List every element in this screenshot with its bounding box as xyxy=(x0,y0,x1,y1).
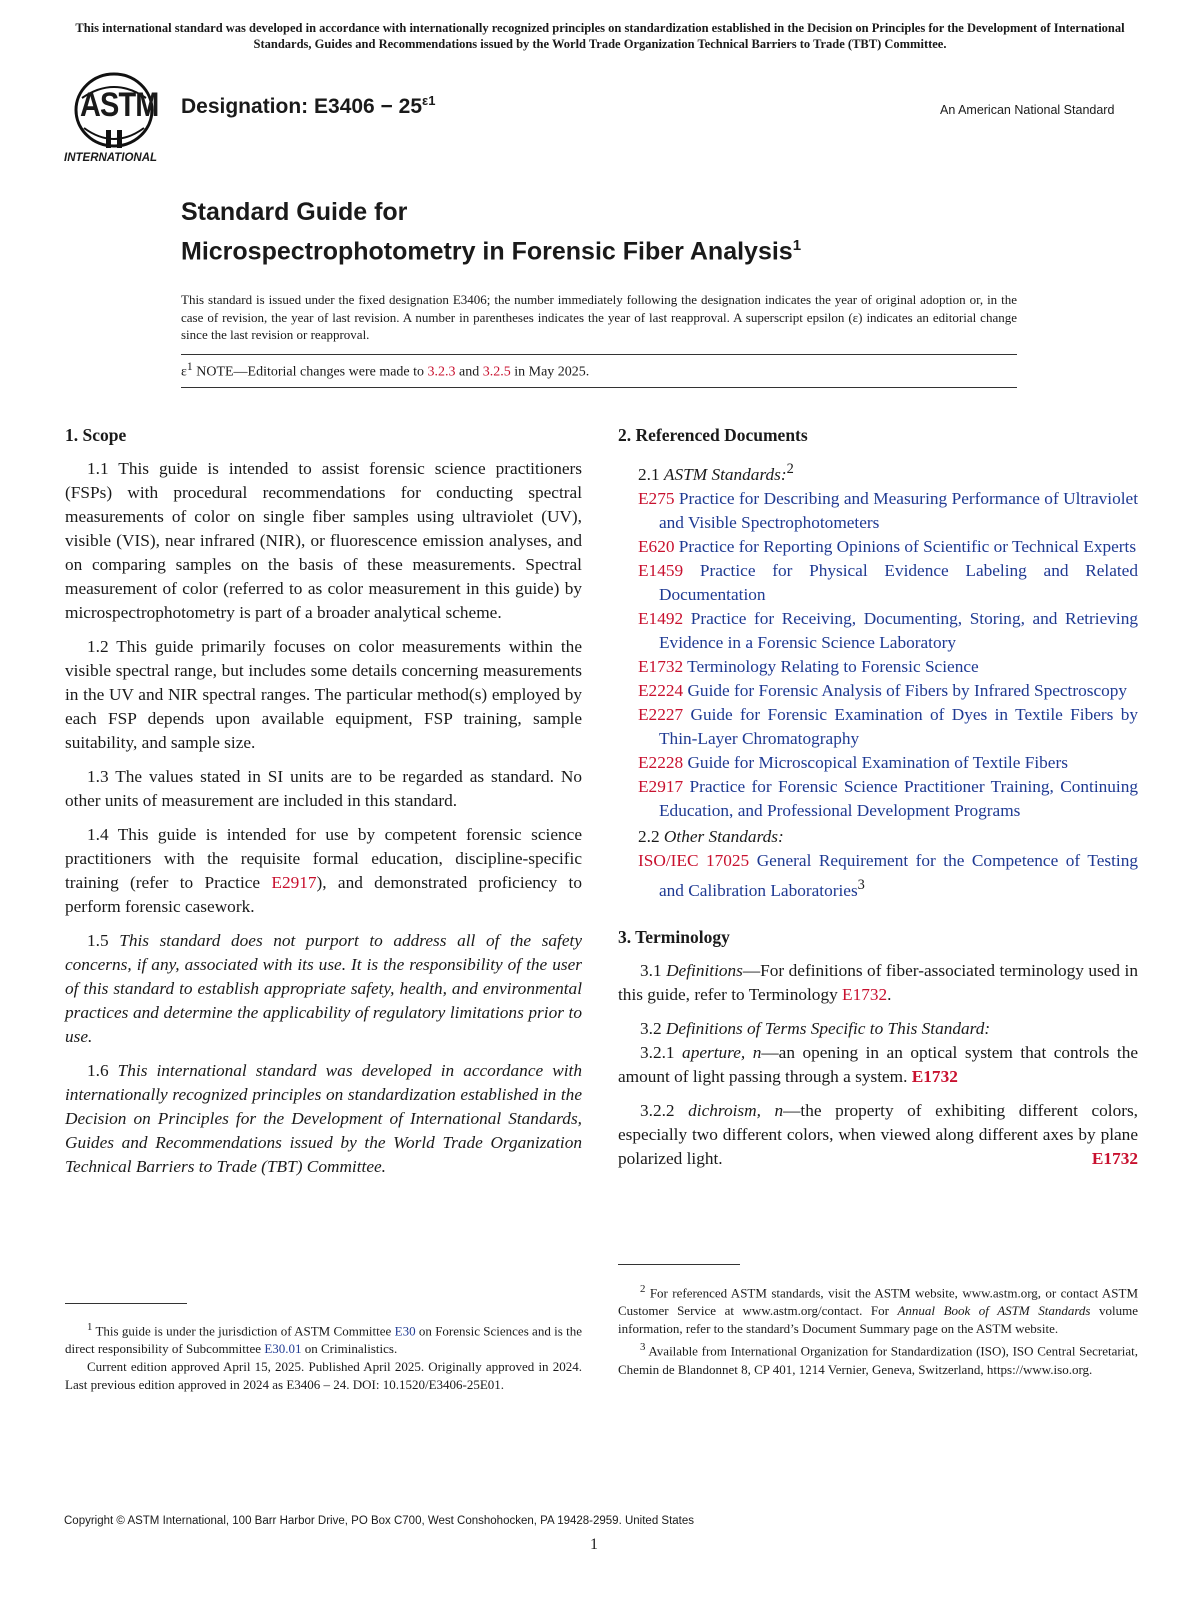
scope-1-2: 1.2 This guide primarily focuses on color measurements within the visible spectral range, but includes some details concerning measurements in the UV and NIR spectral ranges. The particular method(s) employed by each FSP depends upon available equipment, FSP training, sample suitability, and sample size. xyxy=(65,637,582,752)
reference-item[interactable] xyxy=(638,751,1138,775)
reference-item[interactable] xyxy=(638,679,1138,703)
page-number: 1 xyxy=(590,1536,598,1553)
issue-note: This standard is issued under the fixed designation E3406; the number immediately following the designation indicates the year of original adoption or, in the case of revision, the year of last revision. A number in parentheses indicates the year of last reapproval. A superscript epsilon (ε) indicates an editorial change since the last revision or reapproval. xyxy=(181,292,1017,342)
scope-1-6: 1.6 This international standard was developed in accordance with internationally recognized principles on standardization established in the Decision on Principles for the Development of International Standards, Guides and Recommendations issued by the World Trade Organization Technical Barriers to Trade (TBT) Committee. xyxy=(65,1061,582,1176)
footnotes-right xyxy=(618,1280,1138,1379)
designation-sup: ε1 xyxy=(422,93,436,108)
reference-title[interactable]: Practice for Describing and Measuring Performance of Ultraviolet and Visible Spectrophotometers xyxy=(659,488,1138,532)
reference-title[interactable]: Practice for Forensic Science Practitioner Training, Continuing Education, and Professional Development Programs xyxy=(659,776,1138,820)
reference-item[interactable] xyxy=(638,559,1138,607)
reference-item[interactable] xyxy=(638,607,1138,655)
national-standard-label: An American National Standard xyxy=(940,103,1115,117)
astm-logo xyxy=(62,68,172,168)
footnote-3: $^3$ Available from International Organization for Standardization (ISO), ISO Central Secretariat, Chemin de Blandonnet 8, CP 401, 1214 Vernier, Geneva, Switzerland, https://www.iso.org. xyxy=(618,1341,1138,1377)
scope-1-3: 1.3 The values stated in SI units are to be regarded as standard. No other units of measurement are included in this standard. xyxy=(65,767,582,810)
title-sup: 1 xyxy=(792,237,802,254)
footnote-2: $^2$ For referenced ASTM standards, visit the ASTM website, www.astm.org, or contact ASTM Customer Service at www.astm.org/contact. For Annual Book of ASTM Standards volume information, refer to the standard’s Document Summary page on the ASTM website. xyxy=(618,1283,1139,1337)
referenced-heading: 2. Referenced Documents xyxy=(618,425,808,445)
left-column xyxy=(65,423,582,1189)
epsilon-note: $\varepsilon^1$ NOTE—Editorial changes were made to 3.2.3 and 3.2.5 in May 2025. xyxy=(181,354,1017,388)
link-3-2-5[interactable]: 3.2.5 xyxy=(482,364,511,380)
right-column xyxy=(618,423,1138,1181)
astm-standards-label: 2.1 ASTM Standards:$^2$ xyxy=(638,461,794,484)
designation xyxy=(181,93,435,119)
reference-code[interactable]: E2917 xyxy=(638,776,684,796)
reference-code[interactable]: E1492 xyxy=(638,608,684,628)
reference-item[interactable] xyxy=(638,775,1138,823)
terminology-heading: 3. Terminology xyxy=(618,926,730,947)
reference-title[interactable]: Practice for Reporting Opinions of Scientific or Technical Experts xyxy=(674,536,1137,556)
terminology-3-2-1: 3.2.1 aperture, n—an opening in an optical system that controls the amount of light passing through a system. E1732 xyxy=(618,1042,1138,1086)
footnote-rule-right xyxy=(618,1264,740,1265)
reference-code[interactable]: E2224 xyxy=(638,680,684,700)
reference-title[interactable]: Guide for Forensic Examination of Dyes in Textile Fibers by Thin-Layer Chromatography xyxy=(659,704,1138,748)
reference-item[interactable] xyxy=(638,655,1138,679)
reference-code[interactable]: E2227 xyxy=(638,704,684,724)
footnote-rule-left xyxy=(65,1303,187,1304)
scope-1-5: 1.5 This standard does not purport to address all of the safety concerns, if any, associated with its use. It is the responsibility of the user of this standard to establish appropriate safety, health, and environmental practices and determine the applicability of regulatory limitations prior to use. xyxy=(65,931,583,1046)
scope-heading: 1. Scope xyxy=(65,425,127,445)
link-e1732-def1[interactable]: E1732 xyxy=(911,1066,958,1086)
link-e1732-def2[interactable]: E1732 xyxy=(1091,1148,1138,1168)
reference-title[interactable]: Terminology Relating to Forensic Science xyxy=(683,656,979,676)
other-standards-label: 2.2 Other Standards: xyxy=(638,826,784,846)
link-3-2-3[interactable]: 3.2.3 xyxy=(427,364,456,380)
reference-title[interactable]: Practice for Physical Evidence Labeling and Related Documentation xyxy=(659,560,1138,604)
designation-text: Designation: E3406 − 25 xyxy=(181,95,423,118)
link-e30-01[interactable]: E30.01 xyxy=(264,1341,302,1357)
scope-1-1: 1.1 This guide is intended to assist forensic science practitioners (FSPs) with procedural recommendations for conducting spectral measurements of color on single fiber samples using ultraviolet (UV), visible (VIS), near infrared (NIR), or fluorescence emission analyses, and on comparing samples on the basis of these measurements. Spectral measurement of color (referred to as color measurement in this guide) by microspectrophotometry is part of a broader analytical scheme. xyxy=(65,459,582,622)
logo-text: ASTM xyxy=(80,86,159,124)
title-line-2: Microspectrophotometry in Forensic Fiber Analysis xyxy=(181,237,793,266)
reference-title[interactable]: General Requirement for the Competence of Testing and Calibration Laboratories xyxy=(659,850,1138,900)
reference-code[interactable]: E1459 xyxy=(638,560,684,580)
reference-list-other xyxy=(638,849,1138,903)
reference-code[interactable]: ISO/IEC 17025 xyxy=(638,850,750,870)
terminology-3-2-2: 3.2.2 dichroism, n—the property of exhibiting different colors, especially two different colors, when viewed along different axes by plane polarized light. E1732 xyxy=(618,1099,1138,1171)
reference-code[interactable]: E275 xyxy=(638,488,675,508)
scope-1-4: 1.4 This guide is intended for use by competent forensic science practitioners with the requisite formal education, discipline-specific training (refer to Practice E2917), and demonstrated proficiency to perform forensic casework. xyxy=(65,825,582,916)
title-line-1: Standard Guide for xyxy=(181,198,408,226)
link-e1732[interactable]: E1732 xyxy=(842,984,888,1004)
reference-item[interactable] xyxy=(638,703,1138,751)
reference-item[interactable] xyxy=(638,535,1138,559)
copyright: Copyright © ASTM International, 100 Barr Harbor Drive, PO Box C700, West Conshohocken, PA 19428-2959. United States xyxy=(64,1515,695,1527)
reference-item[interactable]: ISO/IEC 17025 General Requirement for the Competence of Testing and Calibration Laboratories$^3$ xyxy=(638,850,1138,900)
terminology-3-2: 3.2 Definitions of Terms Specific to This Standard: xyxy=(640,1018,991,1038)
reference-code[interactable]: E1732 xyxy=(638,656,684,676)
footnote-1: $^1$ This guide is under the jurisdiction of ASTM Committee E30 on Forensic Sciences and is the direct responsibility of Subcommittee E30.01 on Criminalistics. Current edition approved April 15, 2025. Published April 2025. Originally approved in 2024. Last previous edition approved in 2024 as E3406 – 24. DOI: 10.1520/E3406-25E01. xyxy=(65,1321,582,1393)
reference-code[interactable]: E2228 xyxy=(638,752,684,772)
link-e30[interactable]: E30 xyxy=(394,1323,416,1339)
top-notice: This international standard was developed in accordance with internationally recognized principles on standardization established in the Decision on Principles for the Development of International Standards, Guides and Recommendations issued by the World Trade Organization Technical Barriers to Trade (TBT) Committee. xyxy=(75,21,1125,51)
logo-subtext: INTERNATIONAL xyxy=(64,152,158,164)
terminology-3-1: 3.1 Definitions—For definitions of fiber-associated terminology used in this guide, refer to Terminology E1732. xyxy=(618,960,1138,1004)
page-title xyxy=(181,196,801,268)
link-e2917[interactable]: E2917 xyxy=(271,873,317,892)
reference-title[interactable]: Guide for Microscopical Examination of Textile Fibers xyxy=(683,752,1068,772)
reference-title[interactable]: Guide for Forensic Analysis of Fibers by Infrared Spectroscopy xyxy=(683,680,1128,700)
reference-list xyxy=(638,487,1138,823)
reference-title[interactable]: Practice for Receiving, Documenting, Storing, and Retrieving Evidence in a Forensic Science Laboratory xyxy=(659,608,1138,652)
reference-item[interactable] xyxy=(638,487,1138,535)
reference-code[interactable]: E620 xyxy=(638,536,675,556)
